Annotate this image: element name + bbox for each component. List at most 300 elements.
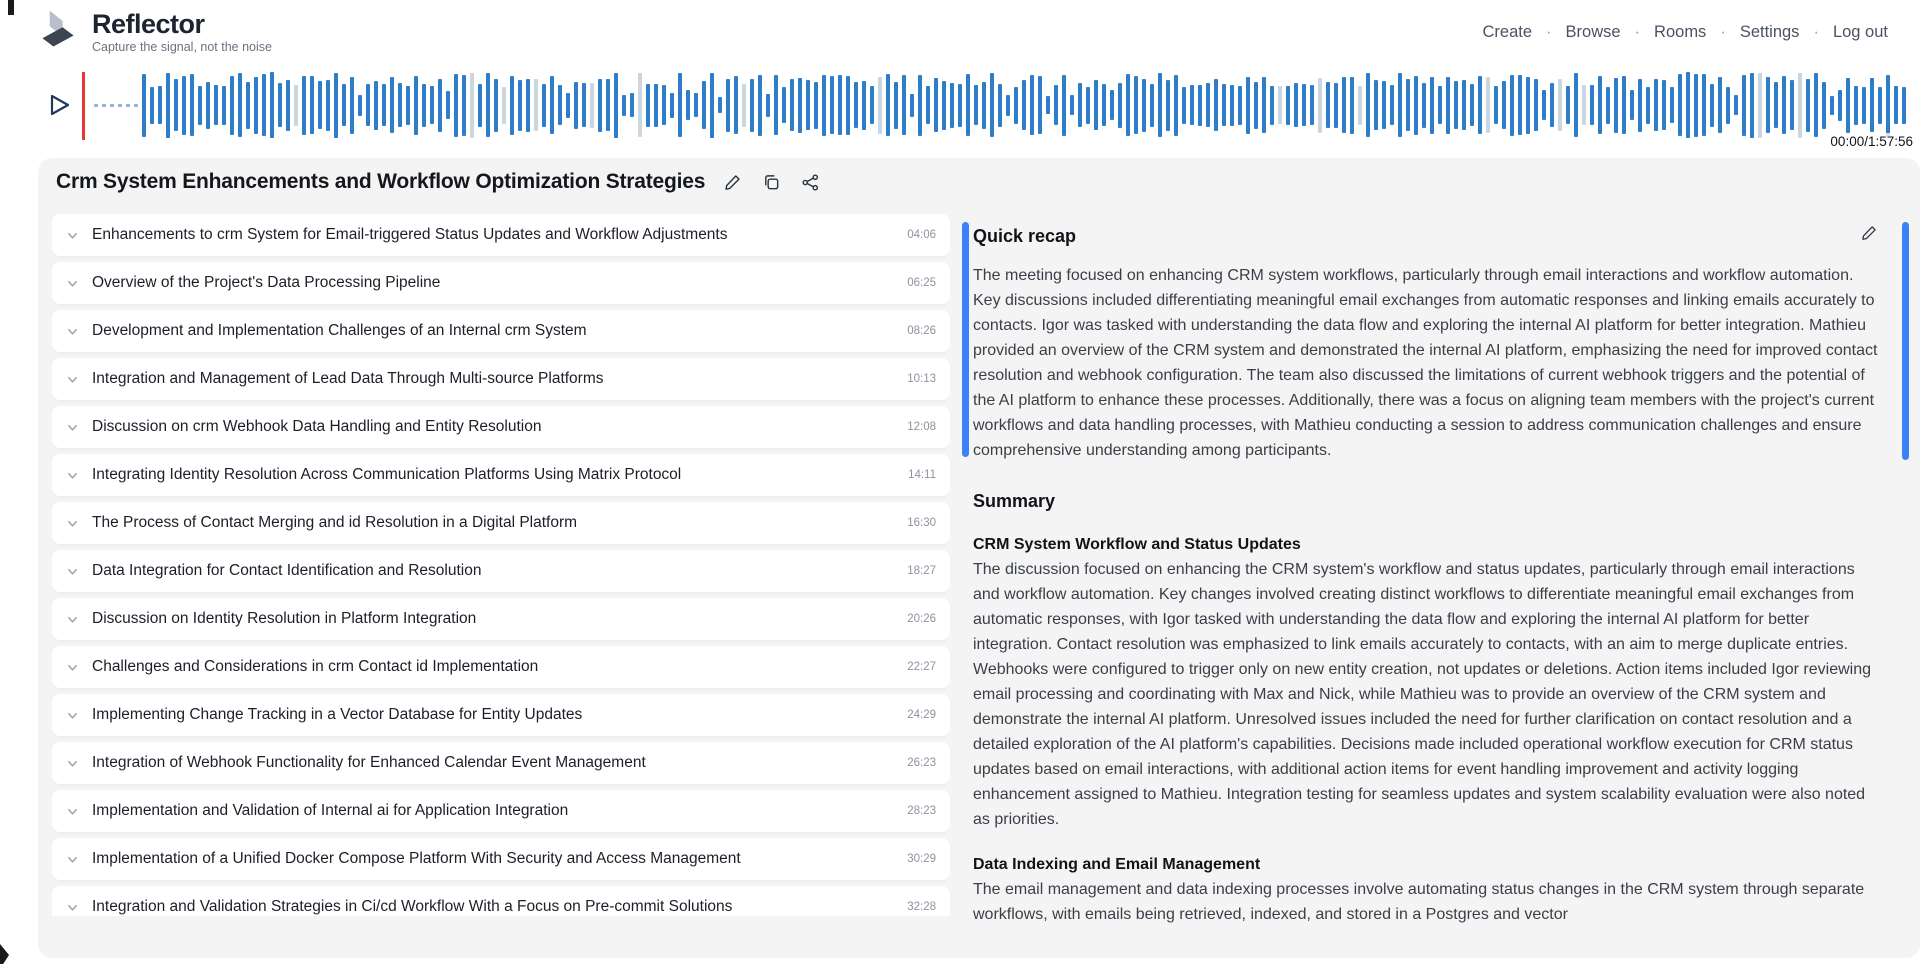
topic-label: Integration of Webhook Functionality for Enhanced Calendar Event Management: [92, 754, 646, 771]
waveform-bar: [1798, 73, 1802, 138]
waveform-bar: [1446, 77, 1450, 134]
chevron-down-icon: [66, 901, 79, 914]
chevron-down-icon: [66, 469, 79, 482]
waveform-bar: [950, 83, 954, 128]
waveform-bar: [1534, 79, 1538, 131]
waveform-bar: [230, 76, 234, 135]
waveform-bar: [982, 82, 986, 129]
playhead-marker[interactable]: [82, 72, 85, 140]
waveform-bar: [1630, 90, 1634, 120]
topic-label: Integration and Validation Strategies in Ci/cd Workflow With a Focus on Pre-commit Solutions: [92, 898, 733, 915]
waveform-bar: [1110, 90, 1114, 120]
waveform-bar: [670, 93, 674, 118]
waveform-bar: [358, 95, 362, 116]
nav-item-rooms[interactable]: Rooms: [1654, 22, 1707, 41]
waveform-bar: [502, 87, 506, 124]
chevron-down-icon: [66, 709, 79, 722]
waveform-bar: [1598, 76, 1602, 134]
waveform-bar: [422, 84, 426, 127]
waveform-bar: [1654, 79, 1658, 131]
waveform-bar: [654, 84, 658, 127]
waveform-bar: [1326, 82, 1330, 128]
waveform-bar: [238, 73, 242, 137]
time-display: 00:00/1:57:56: [1825, 133, 1918, 150]
chevron-down-icon: [66, 517, 79, 530]
topics-scrollbar-thumb[interactable]: [962, 222, 969, 457]
waveform-bar: [630, 93, 634, 117]
waveform-bar: [1622, 76, 1626, 134]
waveform-bar: [1582, 85, 1586, 125]
topic-row[interactable]: [52, 598, 950, 640]
topic-timestamp: 24:29: [907, 709, 936, 721]
waveform-bar: [1302, 84, 1306, 126]
reflector-logo-icon: [36, 8, 80, 57]
summary-section-heading: CRM System Workflow and Status Updates: [973, 536, 1301, 553]
waveform-bar: [534, 79, 538, 131]
waveform-bar: [1166, 80, 1170, 131]
waveform-bar: [1614, 78, 1618, 133]
topic-row[interactable]: [52, 358, 950, 400]
chevron-down-icon: [66, 805, 79, 818]
waveform-bar: [94, 104, 98, 107]
waveform-bar: [1078, 83, 1082, 127]
waveform-bar: [1566, 86, 1570, 124]
waveform-bar: [1406, 79, 1410, 131]
waveform-bar: [1030, 75, 1034, 135]
topic-row[interactable]: [52, 646, 950, 688]
waveform-bar: [1094, 80, 1098, 130]
waveform-bar: [1294, 83, 1298, 127]
topic-timestamp: 10:13: [907, 373, 936, 385]
pencil-icon: [1860, 224, 1878, 242]
waveform-bar: [822, 75, 826, 136]
waveform-bar: [742, 84, 746, 127]
meeting-title-row: [56, 170, 822, 194]
waveform-bar: [150, 87, 154, 124]
topic-label: Discussion on crm Webhook Data Handling and Entity Resolution: [92, 418, 542, 435]
waveform-bar: [1350, 77, 1354, 134]
waveform-bar: [214, 85, 218, 125]
waveform-bar: [1550, 83, 1554, 127]
edit-title-button[interactable]: [721, 171, 744, 194]
pencil-icon: [723, 173, 742, 192]
waveform-bar: [1310, 85, 1314, 125]
topic-timestamp: 14:11: [908, 469, 936, 481]
waveform-bar: [774, 75, 778, 135]
topic-label: Challenges and Considerations in crm Contact id Implementation: [92, 658, 539, 675]
brand-tagline: Capture the signal, not the noise: [92, 39, 272, 54]
waveform-bar: [926, 86, 930, 124]
waveform-bar: [134, 104, 138, 107]
waveform-bar: [1902, 87, 1906, 124]
waveform-bar: [1726, 87, 1730, 124]
waveform-bar: [566, 93, 570, 118]
topic-label: Enhancements to crm System for Email-triggered Status Updates and Workflow Adjustments: [92, 226, 728, 243]
chevron-down-icon: [66, 277, 79, 290]
play-icon: [46, 106, 72, 121]
topic-row[interactable]: [52, 694, 950, 736]
waveform-bar: [1494, 86, 1498, 124]
waveform-bar: [1038, 76, 1042, 134]
chevron-down-icon: [66, 853, 79, 866]
topic-timestamp: 04:06: [907, 229, 936, 241]
waveform-bar: [798, 78, 802, 133]
play-button[interactable]: [46, 92, 72, 118]
chevron-down-icon: [66, 373, 79, 386]
waveform-bar: [1262, 77, 1266, 133]
waveform-bar: [990, 73, 994, 137]
waveform-bar: [1422, 83, 1426, 128]
share-button[interactable]: [799, 171, 822, 194]
waveform-bar: [558, 85, 562, 125]
waveform-bar: [702, 81, 706, 129]
waveform-bar: [270, 72, 274, 138]
meeting-title: Crm System Enhancements and Workflow Optimization Strategies: [56, 170, 706, 193]
waveform-bar: [110, 104, 114, 107]
waveform-bar: [318, 81, 322, 129]
waveform-bar: [1398, 73, 1402, 137]
waveform-bar: [1806, 79, 1810, 132]
waveform-bar: [542, 84, 546, 127]
waveform-bar: [1062, 75, 1066, 136]
nav-separator: ·: [1634, 22, 1641, 41]
waveform-bar: [302, 76, 306, 135]
waveform-bar: [966, 74, 970, 136]
waveform-bar: [1542, 90, 1546, 120]
screenshot-artifact-bottom-left: [0, 944, 9, 964]
topic-row[interactable]: [52, 742, 950, 784]
waveform-bar: [1822, 82, 1826, 129]
summary-section-text: The discussion focused on enhancing the CRM system's workflow and status updates, particularly through email interactions and workflow automation. Key changes involved creating distinct workflows to differentiate meaningful email exchanges from automatic responses, with Igor tasked with understanding the data flow and exploring the internal AI platform for better integration. Contact resolution was emphasized to link emails accurately to contacts, with an aim to merge duplicate entries. Webhooks were configured to trigger only on new entity creation, not updates or deletions. Action items included Igor reviewing email processing and coordinating with Max and Nick, while Mathieu was to provide an overview of the CRM system and demonstrate the internal AI platform. Unresolved issues included the need for further clarification on contact resolution and a detailed exploration of the AI platform's capabilities. Decisions made included operational workflow execution for CRM status updates based on email interactions, with additional action items for event handling improvement and activity logging enhancement assigned to Mathieu. Integration testing for seamless updates and system scalability evaluation were also noted as priorities.: [973, 561, 1871, 828]
copy-icon: [762, 173, 781, 192]
waveform-bar: [102, 104, 106, 107]
waveform-bar: [1198, 85, 1202, 126]
waveform-bar: [1182, 87, 1186, 124]
waveform-bar: [1438, 86, 1442, 124]
waveform-bar: [1830, 96, 1834, 115]
topic-timestamp: 18:27: [907, 565, 936, 577]
waveform-bar: [398, 83, 402, 127]
waveform-bar: [862, 81, 866, 130]
waveform-bar: [1878, 87, 1882, 124]
waveform-bar: [750, 79, 754, 132]
waveform[interactable]: [94, 70, 1916, 140]
edit-summary-button[interactable]: [1858, 222, 1880, 244]
waveform-bar: [126, 104, 130, 107]
waveform-bar: [1014, 87, 1018, 124]
waveform-bar: [462, 75, 466, 136]
nav-item-settings[interactable]: Settings: [1739, 22, 1800, 41]
waveform-bar: [350, 77, 354, 134]
waveform-bar: [246, 82, 250, 129]
waveform-bar: [1574, 73, 1578, 137]
waveform-bar: [998, 84, 1002, 127]
waveform-bar: [1246, 77, 1250, 134]
waveform-bar: [1662, 80, 1666, 130]
waveform-bar: [1862, 87, 1866, 124]
waveform-bar: [686, 90, 690, 120]
waveform-bar: [638, 73, 642, 137]
waveform-bar: [1382, 81, 1386, 129]
waveform-bar: [1854, 86, 1858, 125]
topic-timestamp: 08:26: [907, 325, 936, 337]
topic-row[interactable]: [52, 790, 950, 832]
topic-row[interactable]: [52, 406, 950, 448]
waveform-bar: [942, 81, 946, 130]
waveform-bar: [958, 84, 962, 127]
summary-scrollbar-thumb[interactable]: [1902, 222, 1909, 460]
waveform-bar: [662, 85, 666, 125]
waveform-bar: [1526, 77, 1530, 134]
nav-separator: ·: [1546, 22, 1552, 41]
waveform-bar: [894, 82, 898, 129]
waveform-bar: [1022, 80, 1026, 130]
waveform-bar: [1814, 73, 1818, 137]
waveform-bar: [1638, 79, 1642, 132]
waveform-bar: [1358, 86, 1362, 125]
waveform-bar: [1270, 86, 1274, 125]
topic-row[interactable]: [52, 262, 950, 304]
waveform-bar: [430, 86, 434, 124]
waveform-bar: [1430, 77, 1434, 134]
brand-text-block: [92, 10, 272, 53]
waveform-bar: [1486, 77, 1490, 133]
waveform-bar: [1286, 86, 1290, 125]
waveform-bar: [182, 76, 186, 135]
waveform-bar: [854, 82, 858, 128]
waveform-bar: [1214, 79, 1218, 131]
waveform-bar: [1086, 87, 1090, 124]
summary-panel: [973, 214, 1884, 958]
waveform-bar: [1174, 75, 1178, 136]
chevron-down-icon: [66, 757, 79, 770]
waveform-bar: [606, 79, 610, 131]
waveform-bar: [1670, 87, 1674, 123]
topics-list: [52, 214, 950, 916]
waveform-bar: [1782, 76, 1786, 134]
waveform-bar: [1222, 84, 1226, 126]
topic-row[interactable]: [52, 502, 950, 544]
topic-row[interactable]: [52, 886, 950, 916]
waveform-bar: [582, 83, 586, 127]
nav-item-log-out[interactable]: Log out: [1832, 22, 1888, 41]
waveform-bar: [1126, 74, 1130, 136]
waveform-bar: [846, 76, 850, 135]
topic-timestamp: 22:27: [907, 661, 936, 673]
waveform-bar: [1054, 85, 1058, 125]
waveform-bar: [1190, 85, 1194, 125]
chevron-down-icon: [66, 613, 79, 626]
topic-timestamp: 30:29: [907, 853, 936, 865]
waveform-bar: [590, 83, 594, 128]
waveform-bar: [366, 84, 370, 126]
chevron-down-icon: [66, 421, 79, 434]
waveform-bar: [1238, 86, 1242, 125]
topic-row[interactable]: [52, 838, 950, 880]
waveform-bar: [1342, 77, 1346, 133]
quick-recap-heading: Quick recap: [973, 226, 1077, 246]
waveform-bar: [1702, 74, 1706, 136]
brand-home-link[interactable]: [36, 8, 272, 57]
quick-recap-text: The meeting focused on enhancing CRM system workflows, particularly through email interactions and workflow automation. Key discussions included differentiating meaningful email exchanges from automatic responses and linking emails accurately to contacts. Igor was tasked with understanding the data flow and exploring the internal AI platform for better integration. Mathieu provided an overview of the CRM system and demonstrated the internal AI platform, emphasizing the need for improved contact resolution and webhook configuration. The team also discussed the limitations of current webhook triggers and the potential of the AI platform to enhance these processes. Additionally, there was a focus on aligning team members with the project's current workflows and data handling processes, with Mathieu conducting a session to address communication challenges and ensure comprehensive understanding among participants.: [973, 267, 1878, 459]
waveform-bar: [1734, 95, 1738, 115]
waveform-bar: [622, 95, 626, 116]
waveform-bar: [414, 76, 418, 135]
waveform-bar: [438, 79, 442, 132]
waveform-bar: [782, 87, 786, 123]
topic-timestamp: 16:30: [907, 517, 936, 529]
topic-label: Integrating Identity Resolution Across Communication Platforms Using Matrix Protocol: [92, 466, 682, 483]
waveform-bar: [294, 85, 298, 126]
topic-label: Discussion on Identity Resolution in Platform Integration: [92, 610, 477, 627]
waveform-bar: [1390, 85, 1394, 125]
waveform-bar: [278, 83, 282, 127]
waveform-bar: [1462, 80, 1466, 130]
waveform-bar: [1478, 76, 1482, 134]
chevron-down-icon: [66, 565, 79, 578]
waveform-bar: [814, 82, 818, 129]
waveform-bar: [1646, 87, 1650, 124]
waveform-bar: [142, 74, 146, 137]
topic-label: Implementation and Validation of Internal ai for Application Integration: [92, 802, 569, 819]
waveform-bar: [1838, 90, 1842, 121]
audio-player: [0, 66, 1924, 149]
nav-item-browse[interactable]: Browse: [1565, 22, 1621, 41]
waveform-bar: [486, 73, 490, 137]
waveform-bar: [838, 75, 842, 135]
waveform-bar: [934, 78, 938, 132]
waveform-bar: [1870, 78, 1874, 132]
topic-timestamp: 20:26: [907, 613, 936, 625]
chevron-down-icon: [66, 661, 79, 674]
waveform-bar: [286, 80, 290, 131]
waveform-bar: [1718, 77, 1722, 133]
waveform-bar: [478, 84, 482, 127]
waveform-bar: [718, 97, 722, 113]
waveform-bar: [1678, 74, 1682, 136]
waveform-bar: [222, 86, 226, 125]
waveform-bar: [790, 79, 794, 131]
waveform-bar: [1334, 83, 1338, 128]
waveform-bar: [1206, 83, 1210, 127]
waveform-bar: [1142, 79, 1146, 132]
waveform-bar: [1414, 76, 1418, 135]
topic-timestamp: 28:23: [907, 805, 936, 817]
waveform-bar: [1694, 74, 1698, 137]
topic-timestamp: 26:23: [907, 757, 936, 769]
waveform-bar: [310, 76, 314, 134]
waveform-bar: [1278, 86, 1282, 124]
waveform-bar: [334, 73, 338, 138]
topic-label: Integration and Management of Lead Data Through Multi-source Platforms: [92, 370, 604, 387]
topic-row[interactable]: [52, 214, 950, 256]
meeting-panel: [38, 158, 1920, 958]
waveform-bar: [678, 73, 682, 137]
waveform-bar: [382, 84, 386, 126]
chevron-down-icon: [66, 325, 79, 338]
waveform-bar: [1558, 79, 1562, 131]
waveform-bar: [1318, 78, 1322, 133]
waveform-bar: [710, 73, 714, 138]
waveform-bar: [166, 73, 170, 138]
topic-label: The Process of Contact Merging and id Resolution in a Digital Platform: [92, 514, 578, 531]
summary-section-heading: Data Indexing and Email Management: [973, 856, 1261, 873]
main-nav: [1482, 23, 1888, 42]
app-header: [0, 0, 1924, 64]
waveform-bar: [254, 77, 258, 134]
waveform-bar: [726, 79, 730, 132]
waveform-bar: [870, 86, 874, 124]
topic-label: Implementing Change Tracking in a Vector Database for Entity Updates: [92, 706, 583, 723]
waveform-bar: [1046, 96, 1050, 114]
waveform-bar: [902, 75, 906, 135]
waveform-bar: [1150, 84, 1154, 127]
waveform-bar: [694, 93, 698, 117]
waveform-bar: [390, 77, 394, 133]
topic-timestamp: 06:25: [907, 277, 936, 289]
topic-row[interactable]: [52, 454, 950, 496]
waveform-bar: [206, 82, 210, 129]
waveform-bar: [1894, 86, 1898, 124]
waveform-bar: [806, 80, 810, 130]
waveform-bar: [158, 86, 162, 124]
waveform-bar: [1686, 72, 1690, 138]
waveform-bar: [1766, 77, 1770, 133]
waveform-bar: [1774, 82, 1778, 128]
waveform-bar: [190, 74, 194, 136]
waveform-bar: [1606, 87, 1610, 124]
waveform-bar: [1070, 95, 1074, 115]
waveform-bar: [1006, 95, 1010, 116]
waveform-bar: [1790, 80, 1794, 130]
nav-separator: ·: [1813, 22, 1819, 41]
waveform-bar: [1230, 85, 1234, 126]
waveform-bar: [1134, 76, 1138, 134]
waveform-bar: [198, 86, 202, 125]
waveform-bar: [1374, 80, 1378, 130]
waveform-bar: [1750, 73, 1754, 138]
chevron-down-icon: [66, 229, 79, 242]
waveform-bar: [598, 79, 602, 132]
topic-label: Implementation of a Unified Docker Compose Platform With Security and Access Management: [92, 850, 741, 867]
waveform-bar: [974, 85, 978, 125]
waveform-bar: [830, 76, 834, 134]
waveform-bar: [494, 79, 498, 132]
waveform-bar: [374, 81, 378, 130]
share-icon: [801, 173, 820, 192]
waveform-bar: [1102, 84, 1106, 126]
topic-row[interactable]: [52, 310, 950, 352]
nav-item-create[interactable]: Create: [1482, 22, 1533, 41]
topic-label: Overview of the Project's Data Processing Pipeline: [92, 274, 441, 291]
waveform-bar: [1846, 78, 1850, 133]
nav-separator: ·: [1720, 22, 1726, 41]
copy-title-button[interactable]: [760, 171, 783, 194]
topic-row[interactable]: [52, 550, 950, 592]
brand-name: Reflector: [92, 9, 205, 40]
waveform-bar: [550, 76, 554, 134]
waveform-bar: [1518, 75, 1522, 135]
waveform-bar: [574, 82, 578, 129]
waveform-bar: [1510, 75, 1514, 136]
topic-label: Development and Implementation Challenges of an Internal crm System: [92, 322, 587, 339]
waveform-bar: [342, 84, 346, 126]
waveform-bar: [758, 75, 762, 136]
waveform-bar: [454, 74, 458, 137]
waveform-bars: [94, 70, 1916, 140]
waveform-bar: [1742, 75, 1746, 136]
waveform-bar: [1254, 82, 1258, 129]
